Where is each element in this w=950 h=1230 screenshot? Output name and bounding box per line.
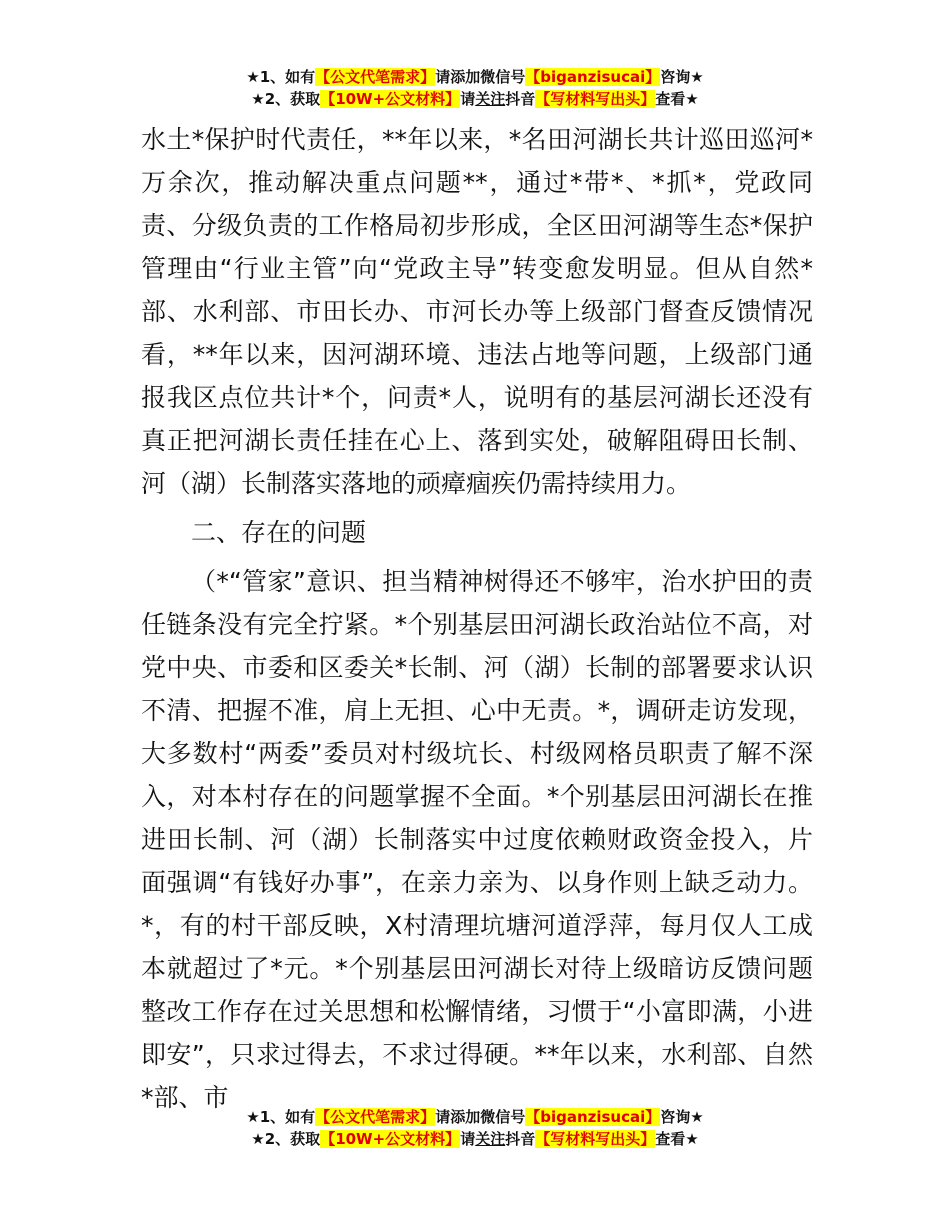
banner-underlined: 关注 bbox=[475, 90, 506, 108]
header-banner bbox=[0, 66, 950, 110]
banner-line-1 bbox=[0, 1106, 950, 1128]
banner-line-2 bbox=[0, 88, 950, 110]
footer-banner bbox=[0, 1106, 950, 1150]
banner-text: ★1、如有 bbox=[246, 68, 316, 86]
banner-underlined: 关注 bbox=[475, 1130, 506, 1148]
banner-text: 查看★ bbox=[655, 1130, 699, 1148]
banner-line-1 bbox=[0, 66, 950, 88]
banner-text: 咨询★ bbox=[660, 68, 704, 86]
banner-text: 咨询★ bbox=[660, 1108, 704, 1126]
banner-line-2 bbox=[0, 1128, 950, 1150]
banner-highlight: 【10W+公文材料】 bbox=[320, 90, 461, 108]
document-body bbox=[141, 118, 813, 1119]
banner-highlight: 【公文代笔需求】 bbox=[315, 1108, 436, 1126]
paragraph: （*“管家”意识、担当精神树得还不够牢，治水护田的责任链条没有完全拧紧。*个别基层田河湖长政治站位不高，对党中央、市委和区委关*长制、河（湖）长制的部署要求认识不清、把握不准，肩上无担、心中无责。*，调研走访发现，大多数村“两委”委员对村级坑长、村级网格员职责了解不深入，对本村存在的问题掌握不全面。*个别基层田河湖长在推进田长制、河（湖）长制落实中过度依赖财政资金投入，片面强调“有钱好办事”，在亲力亲为、以身作则上缺乏动力。*，有的村干部反映，X村清理坑塘河道浮萍，每月仅人工成本就超过了*元。*个别基层田河湖长对待上级暗访反馈问题整改工作存在过关思想和松懈情绪，习惯于“小富即满，小进即安”，只求过得去，不求过得硬。**年以来，水利部、自然*部、市 bbox=[141, 567, 813, 1112]
section-heading: 二、存在的问题 bbox=[191, 518, 367, 547]
banner-text: ★2、获取 bbox=[251, 90, 321, 108]
banner-highlight: 【公文代笔需求】 bbox=[315, 68, 436, 86]
banner-text: 抖音 bbox=[505, 1130, 536, 1148]
banner-text: 请 bbox=[460, 1130, 476, 1148]
banner-text: 抖音 bbox=[505, 90, 536, 108]
banner-account: 【写材料写出头】 bbox=[535, 1130, 656, 1148]
banner-text: ★1、如有 bbox=[246, 1108, 316, 1126]
paragraph: 水土*保护时代责任，**年以来，*名田河湖长共计巡田巡河*万余次，推动解决重点问题**，通过*带*、*抓*，党政同责、分级负责的工作格局初步形成，全区田河湖等生态*保护管理由“行业主管”向“党政主导”转变愈发明显。但从自然*部、水利部、市田长办、市河长办等上级部门督查反馈情况看，**年以来，因河湖环境、违法占地等问题，上级部门通报我区点位共计*个，问责*人，说明有的基层河湖长还没有真正把河湖长责任挂在心上、落到实处，破解阻碍田长制、河（湖）长制落实落地的顽瘴痼疾仍需持续用力。 bbox=[141, 125, 813, 498]
banner-wechat-id: 【biganzisucai】 bbox=[525, 68, 661, 86]
banner-text: 查看★ bbox=[655, 90, 699, 108]
banner-text: ★2、获取 bbox=[251, 1130, 321, 1148]
banner-text: 请添加微信号 bbox=[435, 1108, 526, 1126]
banner-account: 【写材料写出头】 bbox=[535, 90, 656, 108]
banner-text: 请添加微信号 bbox=[435, 68, 526, 86]
banner-wechat-id: 【biganzisucai】 bbox=[525, 1108, 661, 1126]
banner-highlight: 【10W+公文材料】 bbox=[320, 1130, 461, 1148]
banner-text: 请 bbox=[460, 90, 476, 108]
